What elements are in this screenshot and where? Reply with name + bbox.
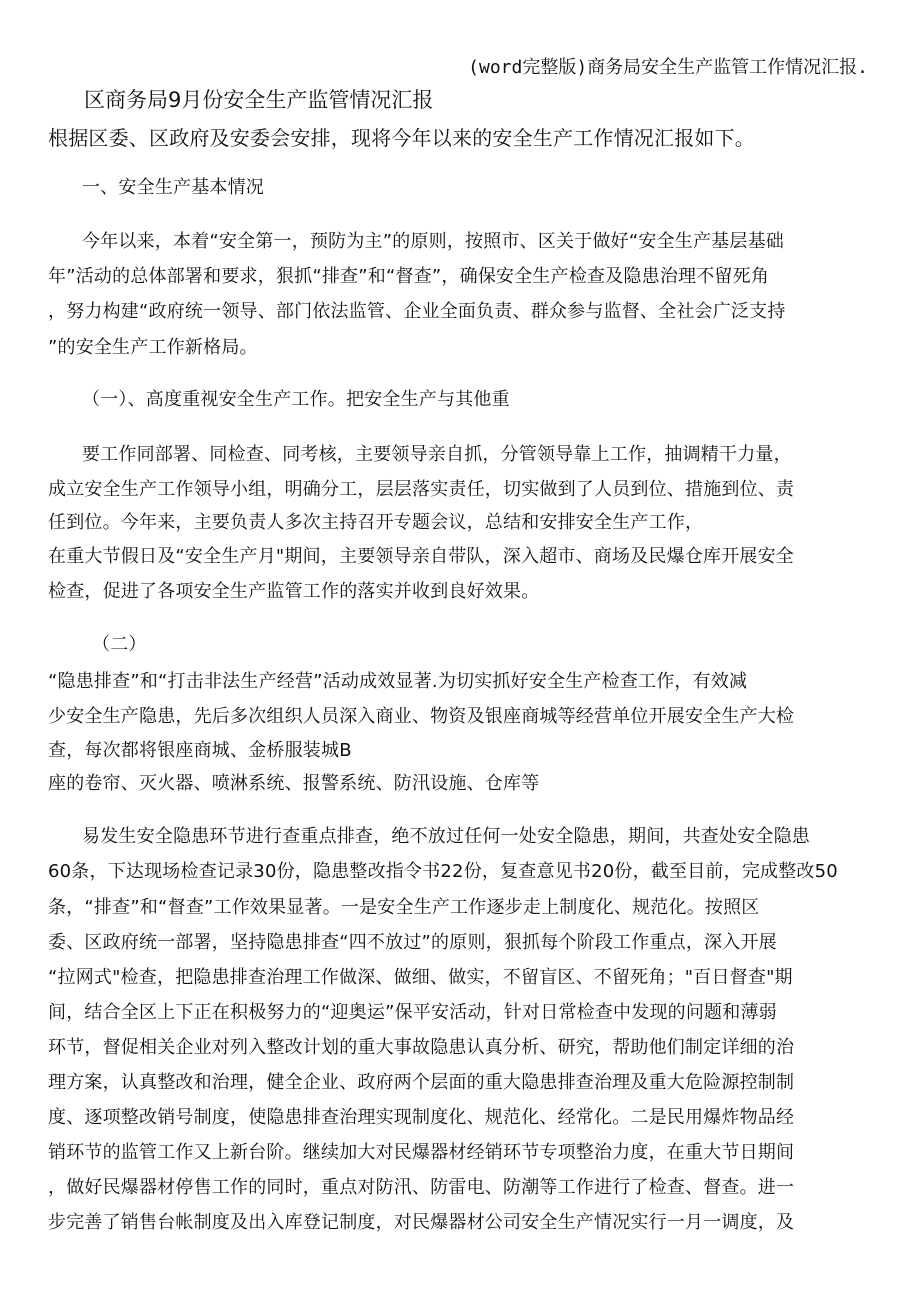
- paragraph-line: 任到位。今年来，主要负责人多次主持召开专题会议，总结和安排安全生产工作，: [48, 512, 704, 533]
- paragraph-line: ，做好民爆器材停售工作的同时，重点对防汛、防雷电、防潮等工作进行了检查、督查。进一: [48, 1177, 795, 1198]
- paragraph-line: 条，“排查”和“督查”工作效果显著。一是安全生产工作逐步走上制度化、规范化。按照区: [48, 897, 760, 918]
- paragraph-line: “拉网式"检查，把隐患排查治理工作做深、做细、做实，不留盲区、不留死角；"百日督查"期: [48, 967, 793, 988]
- paragraph-line: 理方案，认真整改和治理，健全企业、政府两个层面的重大隐患排查治理及重大危险源控制制: [48, 1072, 795, 1093]
- paragraph-line: 60条，下达现场检查记录30份，隐患整改指令书22份，复查意见书20份，截至目前，完成整改50: [48, 861, 838, 882]
- paragraph-line: 间，结合全区上下正在积极努力的“迎奥运”保平安活动，针对日常检查中发现的问题和薄弱: [48, 1002, 777, 1023]
- paragraph-line: 要工作同部署、同检查、同考核，主要领导亲自抓，分管领导靠上工作，抽调精干力量，: [82, 444, 792, 465]
- paragraph-line: 度、逐项整改销号制度，使隐患排查治理实现制度化、规范化、经常化。二是民用爆炸物品经: [48, 1107, 795, 1128]
- paragraph-line: 销环节的监管工作又上新台阶。继续加大对民爆器材经销环节专项整治力度，在重大节日期间: [48, 1142, 795, 1163]
- paragraph-line: ，努力构建“政府统一领导、部门依法监管、企业全面负责、群众参与监督、全社会广泛支持: [48, 301, 786, 322]
- paragraph-line: 年”活动的总体部署和要求，狠抓“排查”和“督查”，确保安全生产检查及隐患治理不留死角: [48, 266, 770, 287]
- paragraph-line: 委、区政府统一部署，坚持隐患排查“四不放过”的原则，狠抓每个阶段工作重点，深入开展: [48, 932, 777, 953]
- paragraph-line: 今年以来，本着“安全第一，预防为主”的原则，按照市、区关于做好“安全生产基层基础: [82, 231, 784, 252]
- document-title: 区商务局9月份安全生产监管情况汇报: [84, 88, 434, 112]
- paragraph-line: 座的卷帘、灭火器、喷淋系统、报警系统、防汛设施、仓库等: [48, 773, 540, 794]
- section-heading-1: 一、安全生产基本情况: [82, 177, 264, 198]
- paragraph-line: “隐患排查”和“打击非法生产经营”活动成效显著.为切实抓好安全生产检查工作，有效减: [48, 671, 748, 692]
- subsection-heading-2: （二）: [92, 634, 147, 655]
- paragraph-line: 在重大节假日及“安全生产月"期间，主要领导亲自带队，深入超市、商场及民爆仓库开展安全: [48, 546, 795, 567]
- paragraph-line: 查，每次都将银座商城、金桥服装城B: [48, 740, 352, 761]
- paragraph-line: 易发生安全隐患环节进行查重点排查，绝不放过任何一处安全隐患，期间，共查处安全隐患: [82, 826, 810, 847]
- paragraph-line: 少安全生产隐患，先后多次组织人员深入商业、物资及银座商城等经营单位开展安全生产大检: [48, 706, 795, 727]
- running-header: (word完整版)商务局安全生产监管工作情况汇报.: [468, 57, 868, 78]
- paragraph-line: 检查，促进了各项安全生产监管工作的落实并收到良好效果。: [48, 581, 540, 602]
- paragraph-line: 步完善了销售台帐制度及出入库登记制度，对民爆器材公司安全生产情况实行一月一调度，及: [48, 1212, 795, 1233]
- paragraph-line: 成立安全生产工作领导小组，明确分工，层层落实责任，切实做到了人员到位、措施到位、责: [48, 479, 795, 500]
- subsection-heading-1: （一）、高度重视安全生产工作。把安全生产与其他重: [82, 389, 510, 410]
- paragraph-line: ”的安全生产工作新格局。: [48, 337, 258, 358]
- intro-paragraph: 根据区委、区政府及安委会安排，现将今年以来的安全生产工作情况汇报如下。: [48, 126, 755, 150]
- paragraph-line: 环节，督促相关企业对列入整改计划的重大事故隐患认真分析、研究，帮助他们制定详细的治: [48, 1037, 795, 1058]
